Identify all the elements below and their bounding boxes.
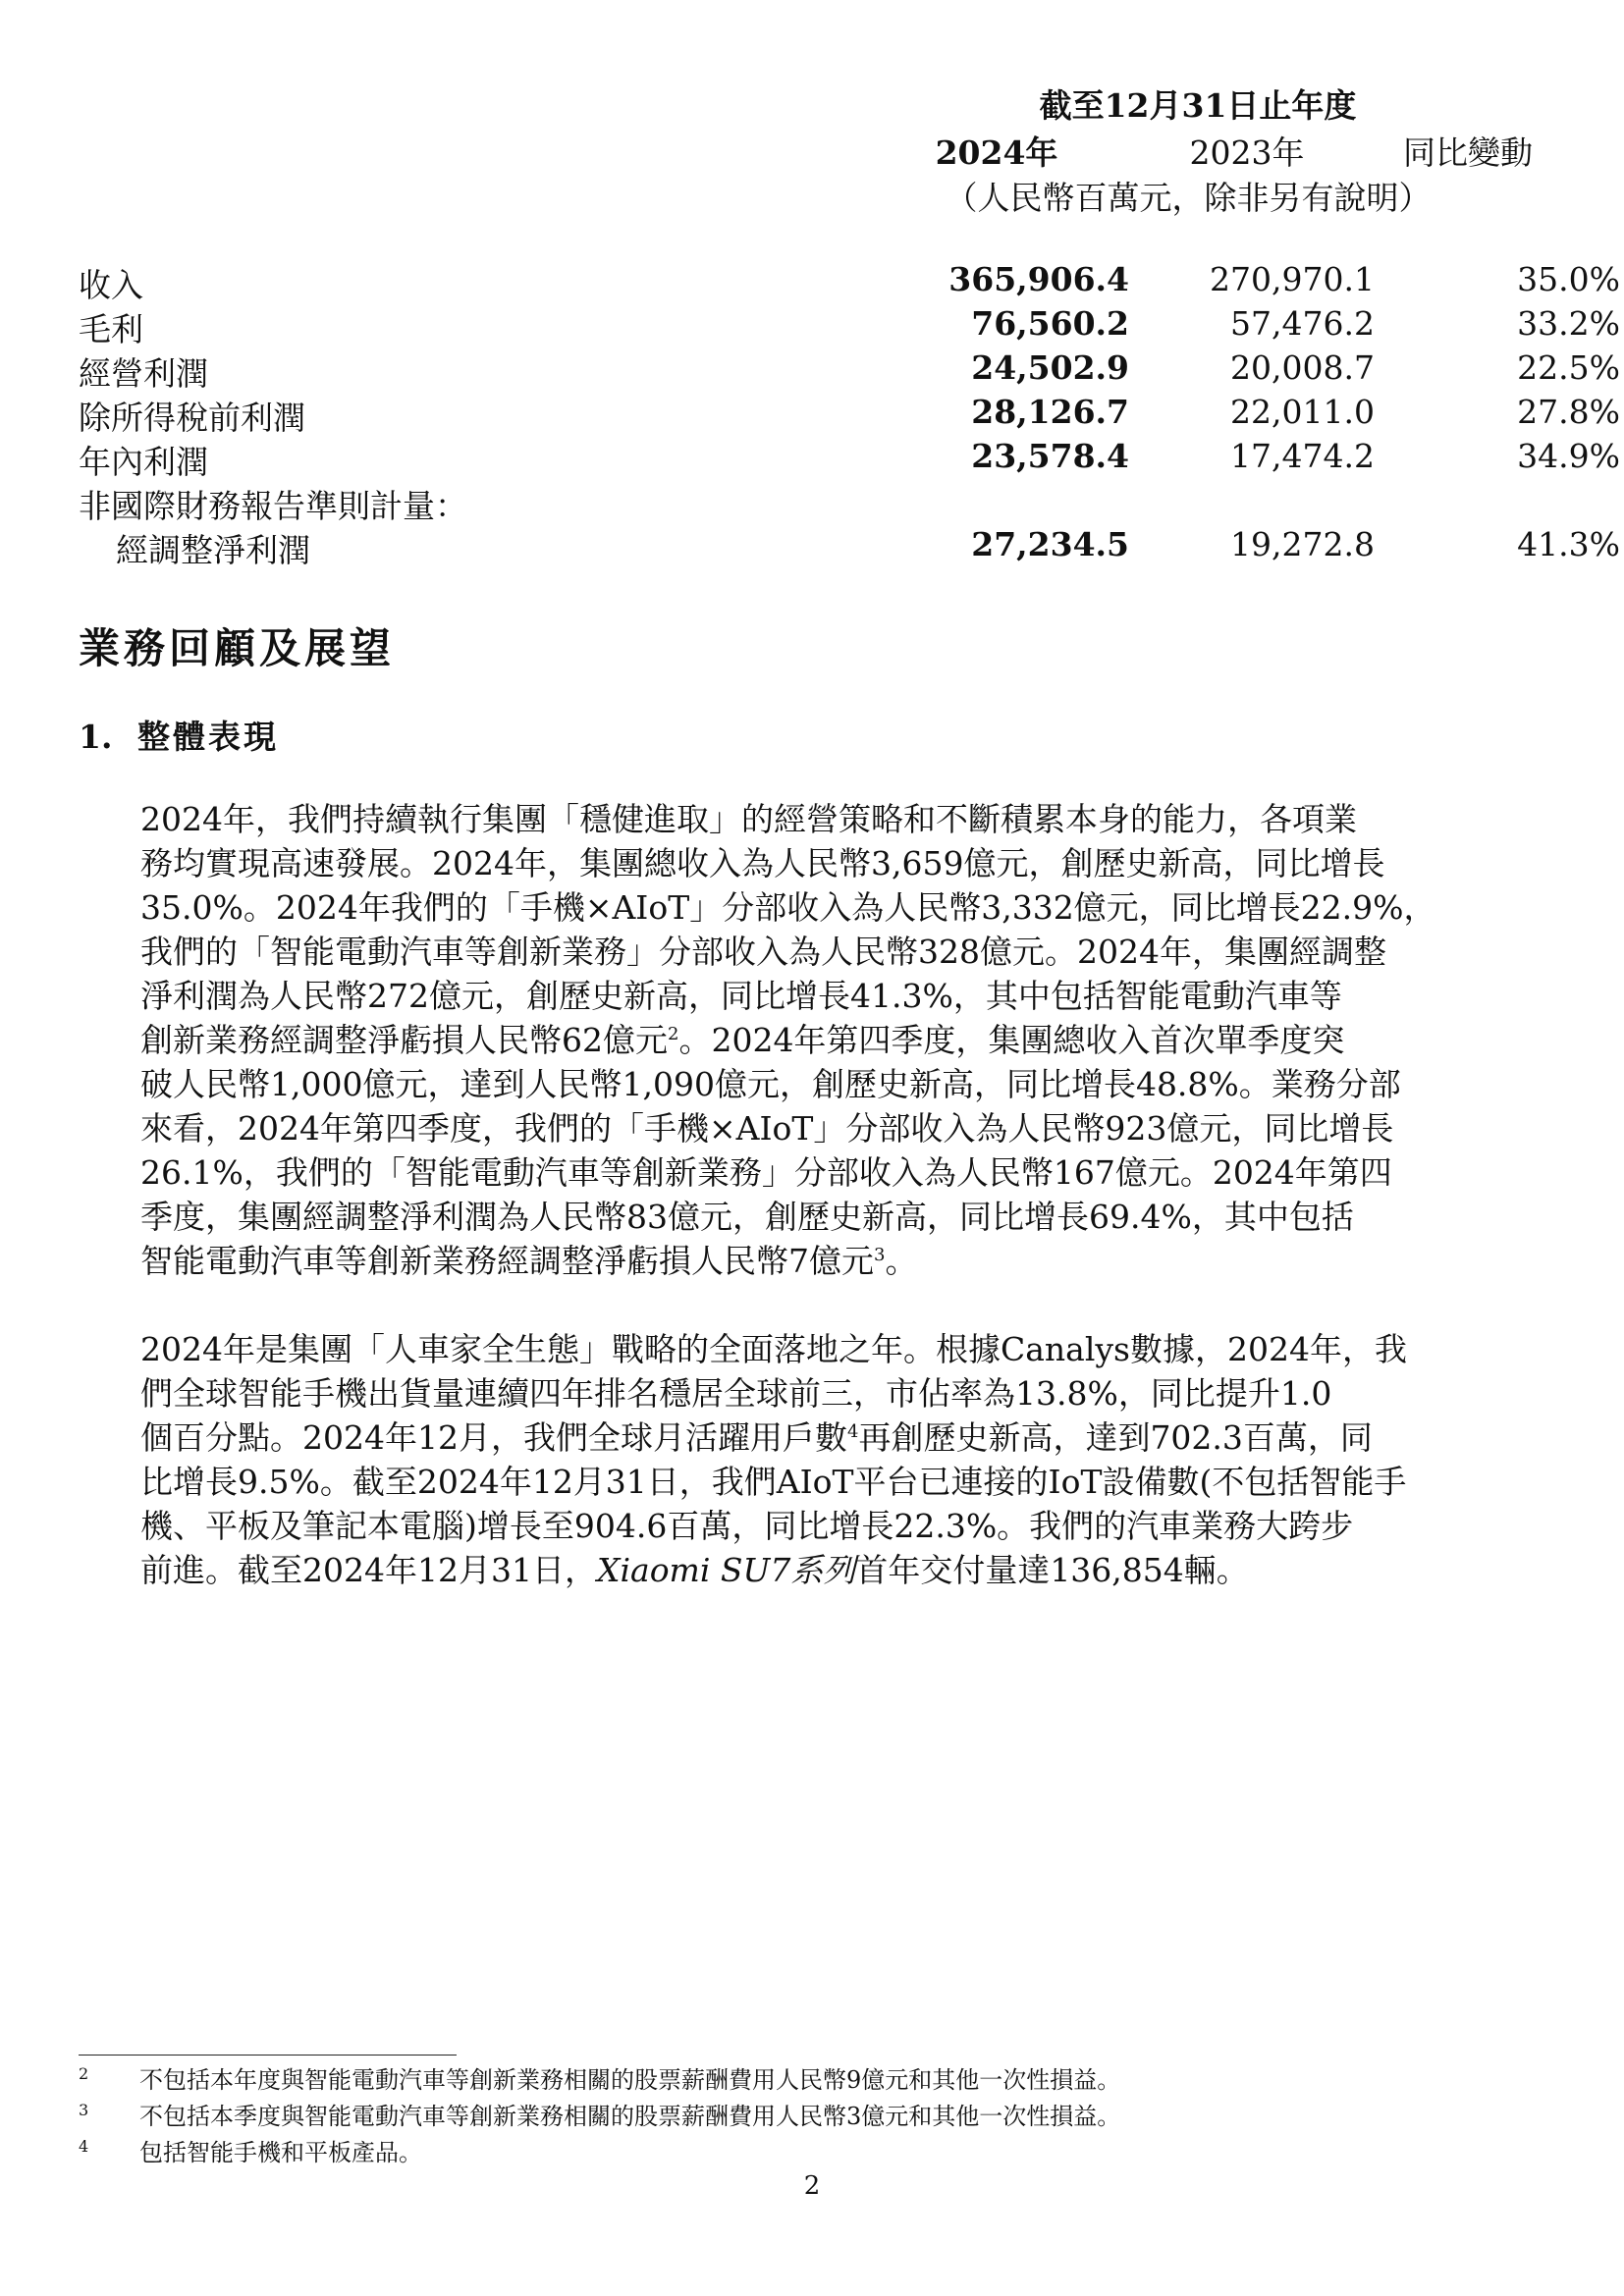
- value-yoy: 34.9%: [1517, 437, 1620, 475]
- line-text: 前進。截至2024年12月31日，: [140, 1551, 597, 1589]
- subsection-number: 1.: [79, 718, 113, 756]
- paragraph-line: [140, 1415, 1569, 1460]
- paragraph-line: 來看，2024年第四季度，我們的「手機×AIoT」分部收入為人民幣923億元，同比增長: [140, 1109, 1394, 1148]
- paragraph-line: [140, 1239, 1569, 1283]
- value-2024: 76,560.2: [971, 304, 1129, 343]
- paragraph-line: 破人民幣1,000億元，達到人民幣1,090億元，創歷史新高，同比增長48.8%。業務分部: [140, 1065, 1401, 1103]
- table-period-header: 截至12月31日止年度: [1039, 86, 1357, 125]
- line-text: 。2024年第四季度，集團總收入首次單季度突: [678, 1021, 1345, 1059]
- value-2023: 22,011.0: [1230, 393, 1375, 431]
- column-header-2024: 2024年: [935, 133, 1058, 172]
- line-text: 再創歷史新高，達到702.3百萬，同: [858, 1418, 1373, 1457]
- footnote-ref[interactable]: 3: [874, 1245, 886, 1265]
- value-yoy: 22.5%: [1517, 348, 1620, 387]
- table-row: [79, 437, 1620, 481]
- paragraph-line: 淨利潤為人民幣272億元，創歷史新高，同比增長41.3%，其中包括智能電動汽車等: [140, 977, 1342, 1015]
- footnote-text: 包括智能手機和平板產品。: [139, 2139, 422, 2166]
- value-2024: 28,126.7: [971, 393, 1129, 431]
- table-row: [79, 481, 1551, 524]
- row-label: 經調整淨利潤: [116, 531, 310, 569]
- table-row: [79, 304, 1620, 348]
- line-text: 首年交付量達136,854輛。: [855, 1551, 1249, 1589]
- paragraph-line: 2024年，我們持續執行集團「穩健進取」的經營策略和不斷積累本身的能力，各項業: [140, 800, 1357, 838]
- value-2024: 27,234.5: [971, 525, 1129, 563]
- column-header-yoy: 同比變動: [1403, 133, 1533, 172]
- footnote-mark: 4: [79, 2137, 89, 2156]
- paragraph-overall-performance: [140, 797, 1569, 1283]
- value-2024: 24,502.9: [971, 348, 1129, 387]
- line-text: 創新業務經調整淨虧損人民幣62億元: [140, 1021, 668, 1059]
- value-2023: 19,272.8: [1230, 525, 1375, 563]
- footnote-ref[interactable]: 2: [668, 1024, 679, 1044]
- row-label: 非國際財務報告準則計量：: [79, 487, 467, 525]
- section-title: 業務回顧及展望: [79, 624, 396, 672]
- footnote-divider: [79, 2055, 457, 2056]
- paragraph-line: 35.0%。2024年我們的「手機×AIoT」分部收入為人民幣3,332億元，同比增長22.9%，: [140, 888, 1436, 927]
- footnote-text: 不包括本年度與智能電動汽車等創新業務相關的股票薪酬費用人民幣9億元和其他一次性損益。: [139, 2066, 1121, 2094]
- paragraph-line: 季度，集團經調整淨利潤為人民幣83億元，創歷史新高，同比增長69.4%，其中包括: [140, 1198, 1354, 1236]
- value-2024: 365,906.4: [948, 260, 1129, 298]
- table-row: [79, 393, 1620, 437]
- value-2023: 270,970.1: [1210, 260, 1375, 298]
- paragraph-line: 2024年是集團「人車家全生態」戰略的全面落地之年。根據Canalys數據，2024年，我: [140, 1330, 1407, 1368]
- row-label: 除所得稅前利潤: [79, 399, 305, 437]
- paragraph-line: [140, 1018, 1569, 1062]
- row-label: 經營利潤: [79, 354, 208, 393]
- paragraph-ecosystem: [140, 1327, 1569, 1592]
- value-2023: 17,474.2: [1230, 437, 1375, 475]
- line-text: 智能電動汽車等創新業務經調整淨虧損人民幣7億元: [140, 1242, 874, 1280]
- line-text: 個百分點。2024年12月，我們全球月活躍用戶數: [140, 1418, 847, 1457]
- value-2023: 57,476.2: [1230, 304, 1375, 343]
- paragraph-line: 我們的「智能電動汽車等創新業務」分部收入為人民幣328億元。2024年，集團經調整: [140, 933, 1386, 971]
- product-name: Xiaomi SU7系列: [596, 1551, 856, 1589]
- footnote-text: 不包括本季度與智能電動汽車等創新業務相關的股票薪酬費用人民幣3億元和其他一次性損益。: [139, 2103, 1121, 2130]
- subsection-heading: [79, 712, 279, 758]
- row-label: 毛利: [79, 310, 143, 348]
- table-row: [79, 525, 1620, 569]
- value-yoy: 35.0%: [1517, 260, 1620, 298]
- value-2023: 20,008.7: [1230, 348, 1375, 387]
- paragraph-line: 比增長9.5%。截至2024年12月31日，我們AIoT平台已連接的IoT設備數(不包括智能手: [140, 1463, 1407, 1501]
- line-text: 。: [885, 1242, 918, 1280]
- page-number: 2: [803, 2171, 821, 2201]
- footnote-mark: 3: [79, 2101, 89, 2119]
- paragraph-line: 機、平板及筆記本電腦)增長至904.6百萬，同比增長22.3%。我們的汽車業務大跨步: [140, 1507, 1354, 1545]
- value-yoy: 33.2%: [1517, 304, 1620, 343]
- table-row: [79, 260, 1620, 304]
- paragraph-line: 務均實現高速發展。2024年，集團總收入為人民幣3,659億元，創歷史新高，同比增長: [140, 844, 1385, 882]
- footnote-mark: 2: [79, 2064, 89, 2083]
- value-yoy: 27.8%: [1517, 393, 1620, 431]
- table-unit-note: （人民幣百萬元，除非另有說明）: [945, 179, 1432, 217]
- row-label: 收入: [79, 266, 143, 304]
- row-label: 年內利潤: [79, 443, 208, 481]
- value-2024: 23,578.4: [971, 437, 1129, 475]
- paragraph-line: 們全球智能手機出貨量連續四年排名穩居全球前三，市佔率為13.8%，同比提升1.0: [140, 1374, 1332, 1413]
- paragraph-line: 26.1%，我們的「智能電動汽車等創新業務」分部收入為人民幣167億元。2024年第四: [140, 1153, 1392, 1192]
- footnote-ref[interactable]: 4: [846, 1421, 859, 1442]
- subsection-title: 整體表現: [137, 718, 279, 756]
- column-header-2023: 2023年: [1189, 133, 1305, 172]
- table-row: [79, 348, 1620, 393]
- paragraph-line: [140, 1548, 1569, 1592]
- value-yoy: 41.3%: [1517, 525, 1620, 563]
